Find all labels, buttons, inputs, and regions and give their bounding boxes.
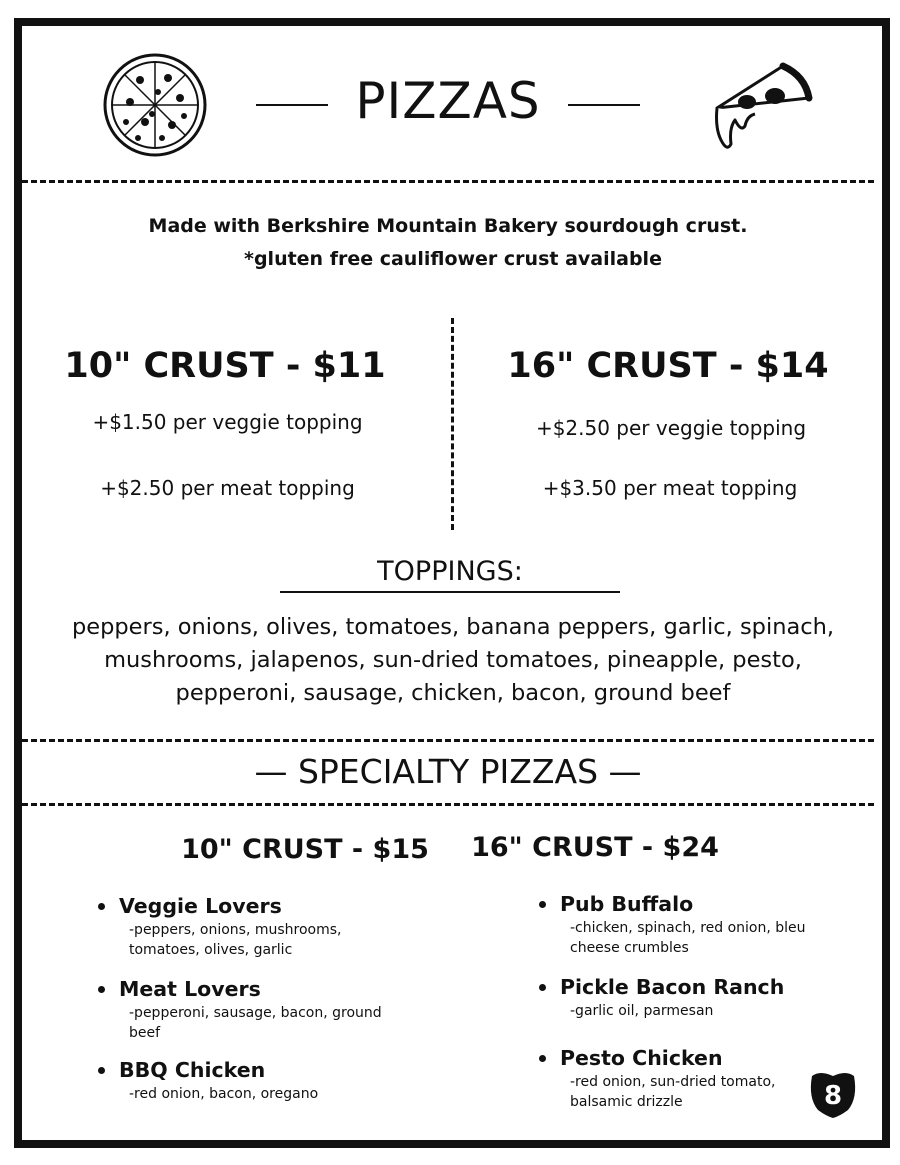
- divider-specialty-bottom: [22, 803, 874, 806]
- badge-number: 8: [823, 1081, 843, 1111]
- toppings-line: pepperoni, sausage, chicken, bacon, ground beef: [175, 680, 731, 706]
- toppings-title: TOPPINGS:: [377, 556, 523, 587]
- specialty-10-crust-title: 10" CRUST - $15: [181, 834, 429, 865]
- crust-10-meat-price: +$2.50 per meat topping: [100, 476, 355, 500]
- intro-gluten-note: *gluten free cauliflower crust available: [244, 248, 662, 270]
- specialty-item-name: Pub Buffalo: [560, 892, 840, 916]
- specialty-item-desc: -pepperoni, sausage, bacon, ground beef: [129, 1005, 382, 1041]
- whole-pizza-icon: [100, 50, 210, 160]
- crust-10-title: 10" CRUST - $11: [64, 346, 386, 386]
- specialty-item: [119, 1058, 419, 1104]
- page-title: PIZZAS: [355, 72, 541, 130]
- specialty-item-name: BBQ Chicken: [119, 1058, 419, 1082]
- crust-16-veggie-price: +$2.50 per veggie topping: [535, 416, 807, 440]
- specialty-item: [560, 892, 840, 958]
- crust-16-meat-price: +$3.50 per meat topping: [542, 476, 798, 500]
- specialty-item-desc: -garlic oil, parmesan: [570, 1003, 714, 1019]
- specialty-item-desc: -peppers, onions, mushrooms, tomatoes, olives, garlic: [129, 922, 342, 958]
- toppings-line: mushrooms, jalapenos, sun-dried tomatoes, pineapple, pesto,: [104, 647, 802, 673]
- specialty-item: [560, 975, 840, 1021]
- divider-specialty-top: [22, 739, 874, 742]
- specialty-item-desc: -chicken, spinach, red onion, bleu cheese crumbles: [570, 920, 806, 956]
- crust-16-title: 16" CRUST - $14: [507, 346, 829, 386]
- intro-crust-note: Made with Berkshire Mountain Bakery sourdough crust.: [148, 215, 748, 237]
- specialty-item: [119, 894, 419, 960]
- specialty-item-desc: -red onion, sun-dried tomato, balsamic drizzle: [570, 1074, 776, 1110]
- specialty-16-crust-title: 16" CRUST - $24: [471, 832, 719, 863]
- toppings-underline: [280, 591, 620, 593]
- specialty-title: — SPECIALTY PIZZAS —: [254, 752, 642, 791]
- title-rule-right: [568, 104, 640, 106]
- specialty-item-desc: -red onion, bacon, oregano: [129, 1086, 319, 1102]
- title-rule-left: [256, 104, 328, 106]
- specialty-item: [119, 977, 419, 1043]
- route-shield-icon: [808, 1068, 858, 1120]
- specialty-item: [560, 1046, 800, 1112]
- toppings-line: peppers, onions, olives, tomatoes, banana peppers, garlic, spinach,: [71, 614, 835, 640]
- specialty-item-name: Pickle Bacon Ranch: [560, 975, 840, 999]
- pizza-slice-icon: [705, 58, 815, 158]
- specialty-item-name: Meat Lovers: [119, 977, 419, 1001]
- divider-header: [22, 180, 874, 183]
- crust-10-veggie-price: +$1.50 per veggie topping: [92, 410, 363, 434]
- specialty-item-name: Veggie Lovers: [119, 894, 419, 918]
- toppings-list: [22, 611, 884, 710]
- crust-column-divider: [451, 318, 454, 530]
- specialty-item-name: Pesto Chicken: [560, 1046, 800, 1070]
